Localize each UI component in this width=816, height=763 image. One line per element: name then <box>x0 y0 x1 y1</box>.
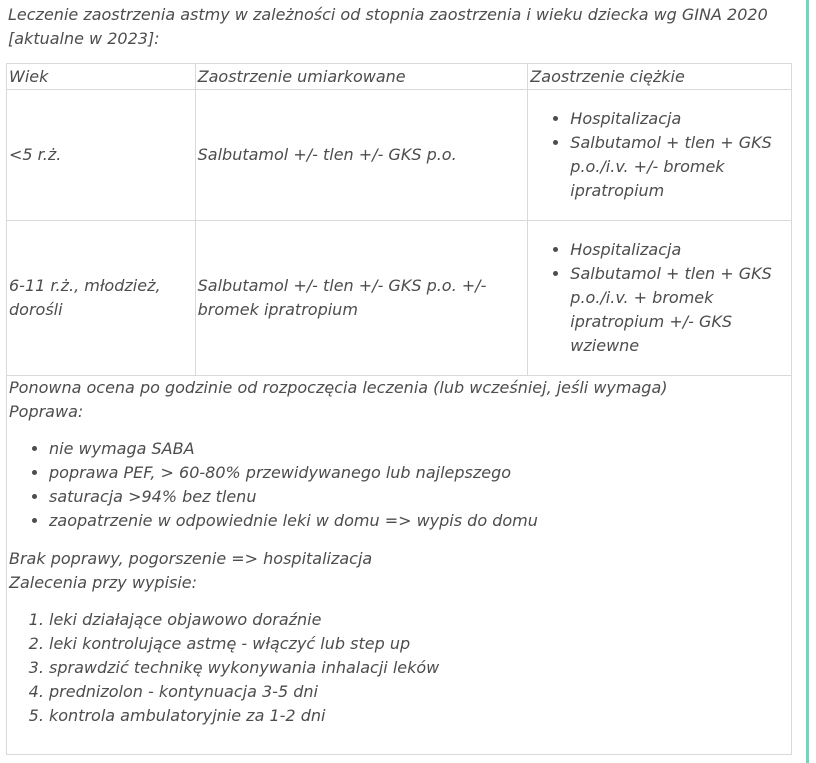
footer-cell <box>7 376 792 755</box>
table-row <box>7 90 792 221</box>
improvement-label: Poprawa: <box>9 402 84 421</box>
improvement-list <box>9 437 789 533</box>
moderate-cell: Salbutamol +/- tlen +/- GKS p.o. +/- bromek ipratropium <box>195 221 528 376</box>
age-cell: <5 r.ż. <box>7 90 196 221</box>
right-accent-bar <box>806 0 809 763</box>
no-improvement-text: Brak poprawy, pogorszenie => hospitalizacja Zalecenia przy wypisie: <box>9 549 373 592</box>
list-item: • zaopatrzenie w odpowiednie leki w domu => wypis do domu <box>49 509 789 533</box>
severe-list <box>530 238 789 358</box>
list-item: • Salbutamol + tlen + GKS p.o./i.v. +/- bromek ipratropium <box>570 131 789 203</box>
header-age: Wiek <box>7 64 196 90</box>
age-cell: 6-11 r.ż., młodzież, dorośli <box>7 221 196 376</box>
discharge-list <box>9 608 789 728</box>
header-moderate: Zaostrzenie umiarkowane <box>195 64 528 90</box>
intro-text <box>8 3 798 51</box>
table-row <box>7 221 792 376</box>
severe-cell <box>528 221 792 376</box>
list-item: • Hospitalizacja <box>570 238 789 262</box>
list-item: 2. leki kontrolujące astmę - włączyć lub step up <box>49 632 789 656</box>
list-item: 1. leki działające objawowo doraźnie <box>49 608 789 632</box>
intro-line-2: [aktualne w 2023]: <box>8 29 160 48</box>
severe-list <box>530 107 789 203</box>
reassessment-text: Ponowna ocena po godzinie od rozpoczęcia leczenia (lub wcześniej, jeśli wymaga) Poprawa: <box>9 378 668 421</box>
list-item: 3. sprawdzić technikę wykonywania inhalacji leków <box>49 656 789 680</box>
table-footer-row <box>7 376 792 755</box>
list-item: • poprawa PEF, > 60-80% przewidywanego lub najlepszego <box>49 461 789 485</box>
list-item: 4. prednizolon - kontynuacja 3-5 dni <box>49 680 789 704</box>
list-item: • saturacja >94% bez tlenu <box>49 485 789 509</box>
list-item: • Hospitalizacja <box>570 107 789 131</box>
list-item: • nie wymaga SABA <box>49 437 789 461</box>
list-item: 5. kontrola ambulatoryjnie za 1-2 dni <box>49 704 789 728</box>
table-header-row <box>7 64 792 90</box>
discharge-label: Zalecenia przy wypisie: <box>9 573 198 592</box>
severe-cell <box>528 90 792 221</box>
moderate-cell: Salbutamol +/- tlen +/- GKS p.o. <box>195 90 528 221</box>
asthma-treatment-table <box>6 63 792 755</box>
intro-line-1: Leczenie zaostrzenia astmy w zależności od stopnia zaostrzenia i wieku dziecka wg GINA 2020 <box>8 5 768 24</box>
list-item: • Salbutamol + tlen + GKS p.o./i.v. + bromek ipratropium +/- GKS wziewne <box>570 262 789 358</box>
header-severe: Zaostrzenie ciężkie <box>528 64 792 90</box>
